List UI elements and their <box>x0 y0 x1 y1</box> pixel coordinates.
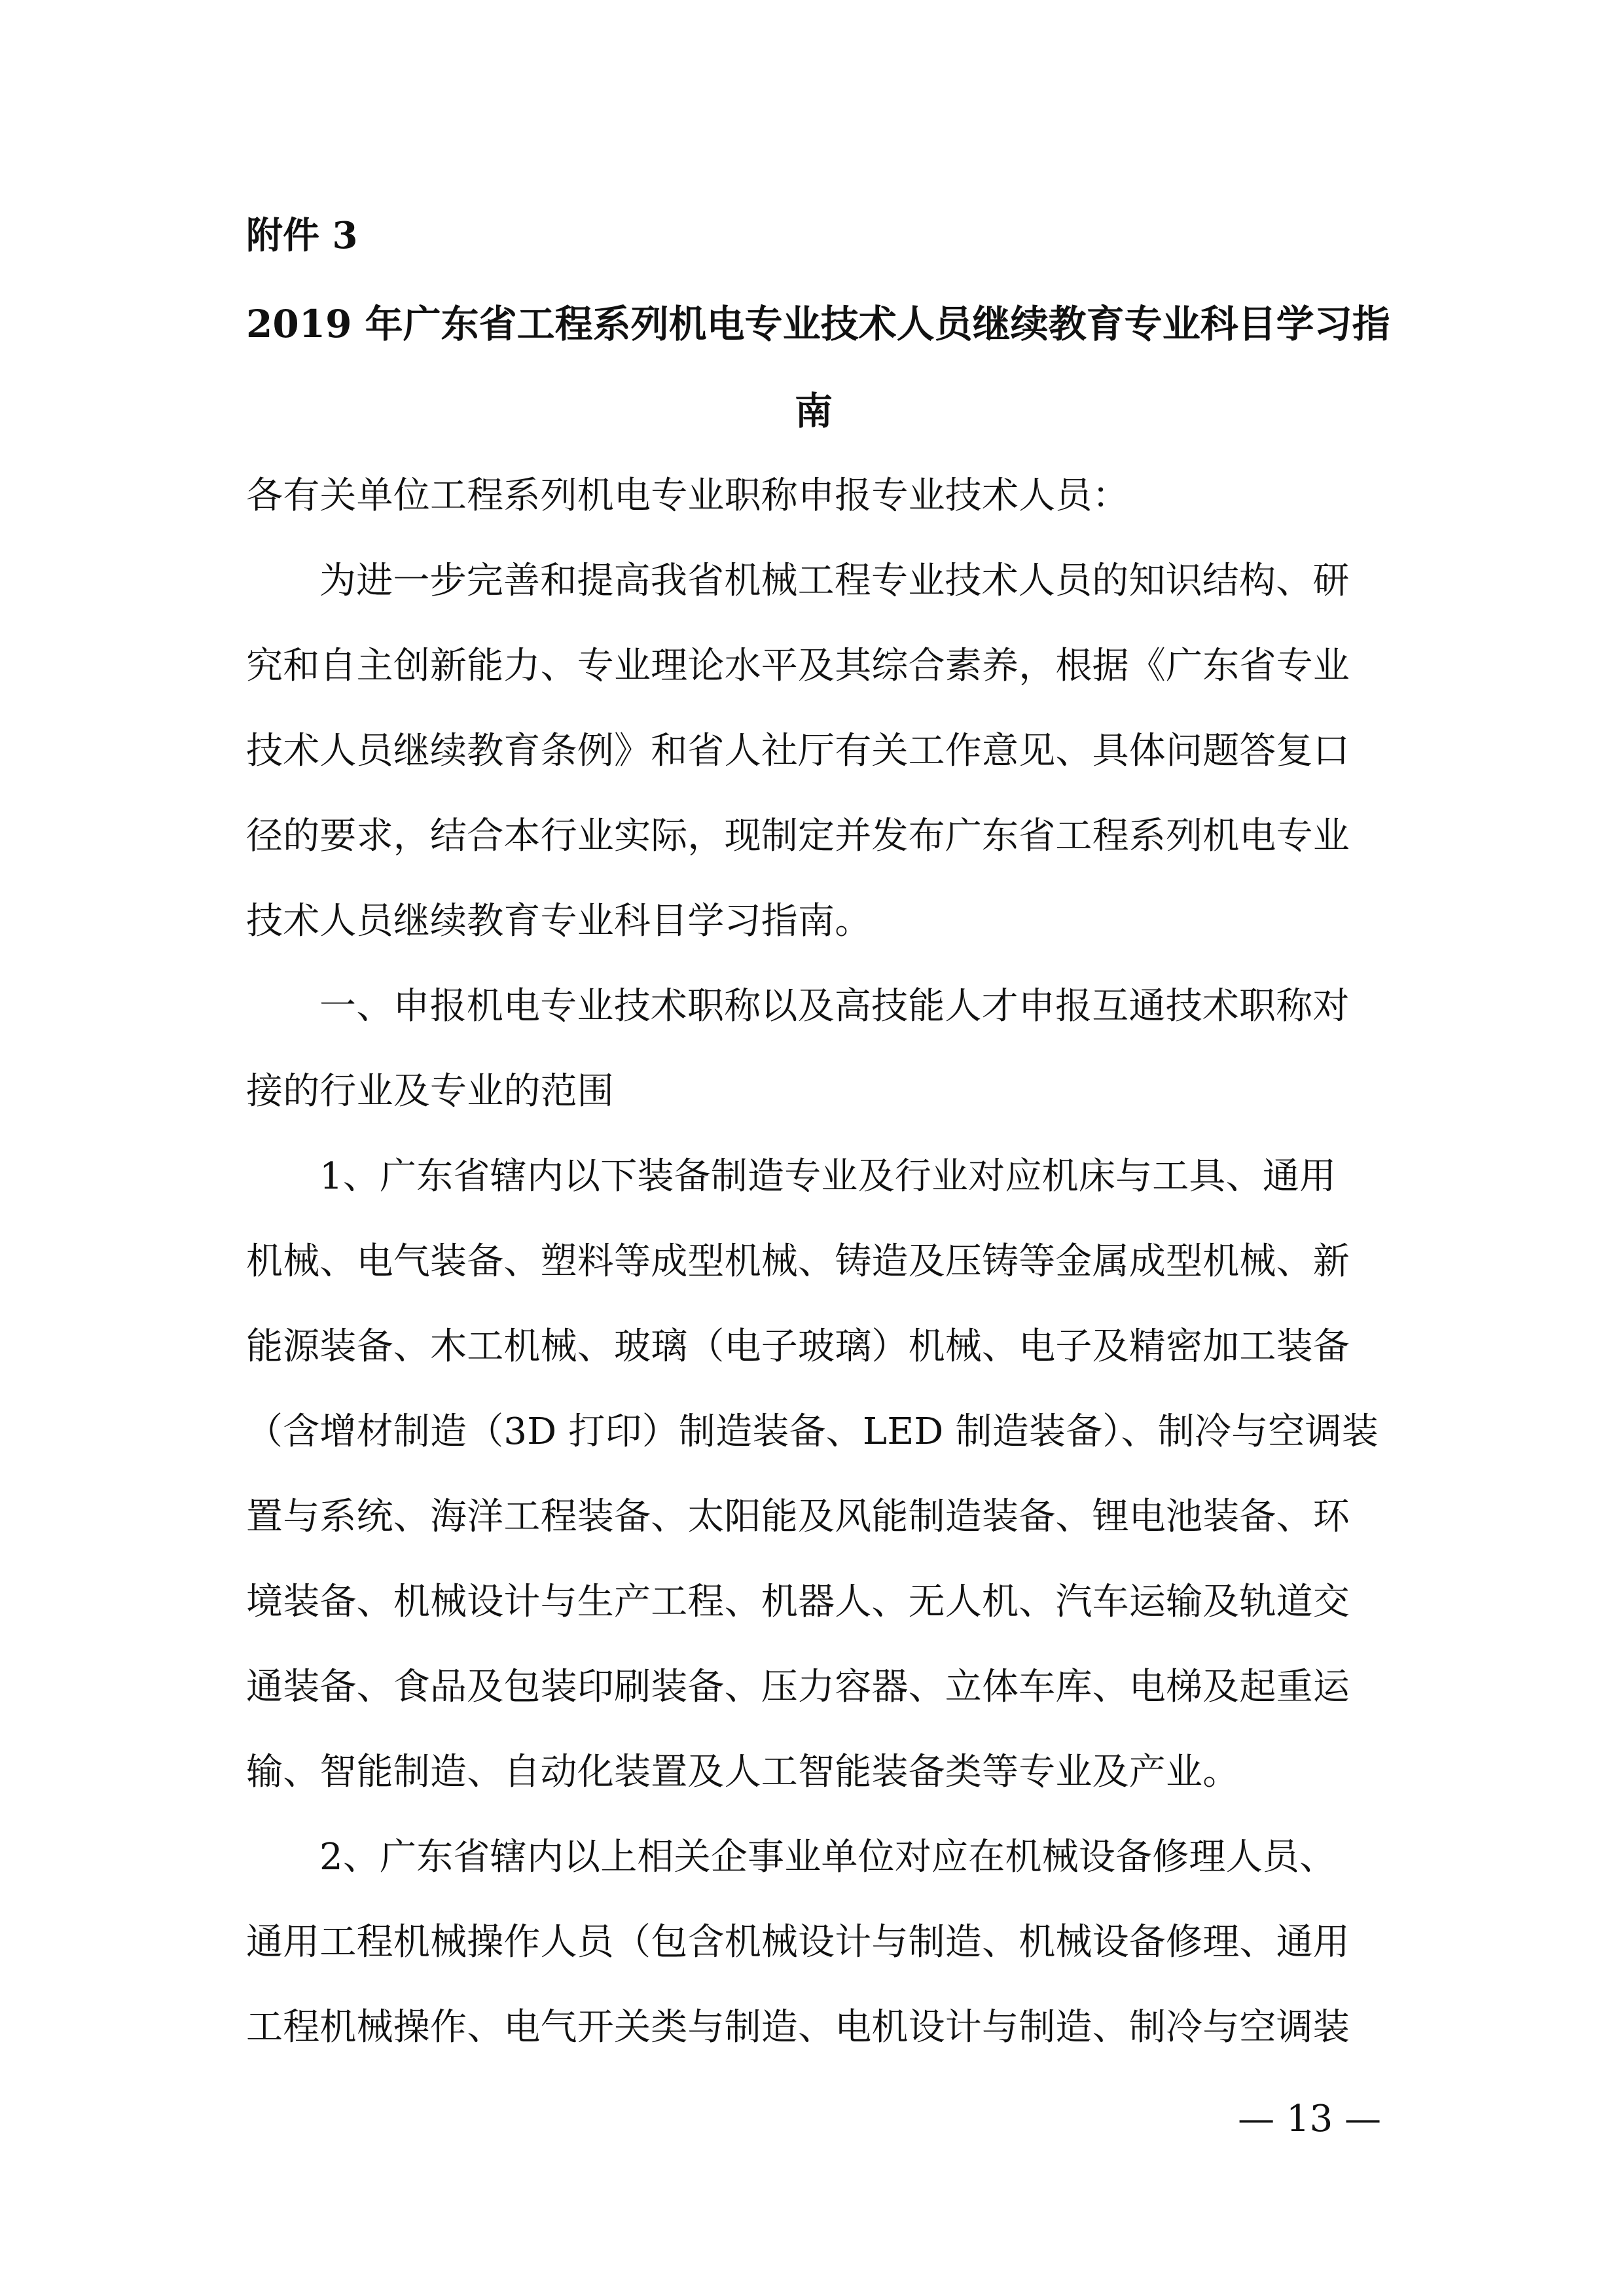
item-line: 工程机械操作、电气开关类与制造、电机设计与制造、制冷与空调装 <box>246 2006 1350 2049</box>
paragraph-line: 为进一步完善和提高我省机械工程专业技术人员的知识结构、研 <box>319 560 1350 602</box>
item-line: （含增材制造（3D 打印）制造装备、LED 制造装备）、制冷与空调装 <box>246 1410 1379 1453</box>
paragraph-line: 技术人员继续教育专业科目学习指南。 <box>246 900 872 942</box>
salutation: 各有关单位工程系列机电专业职称申报专业技术人员： <box>246 475 1129 517</box>
item-line: 置与系统、海洋工程装备、太阳能及风能制造装备、锂电池装备、环 <box>246 1496 1350 1538</box>
section-heading-line: 一、申报机电专业技术职称以及高技能人才申报互通技术职称对 <box>319 985 1350 1028</box>
item-line: 通装备、食品及包装印刷装备、压力容器、立体车库、电梯及起重运 <box>246 1666 1350 1708</box>
item-line: 境装备、机械设计与生产工程、机器人、无人机、汽车运输及轨道交 <box>246 1581 1350 1623</box>
paragraph-line: 技术人员继续教育条例》和省人社厅有关工作意见、具体问题答复口 <box>246 730 1350 772</box>
item-line: 2、广东省辖内以上相关企事业单位对应在机械设备修理人员、 <box>319 1836 1337 1878</box>
item-line: 能源装备、木工机械、玻璃（电子玻璃）机械、电子及精密加工装备 <box>246 1325 1350 1368</box>
paragraph-line: 究和自主创新能力、专业理论水平及其综合素养，根据《广东省专业 <box>246 645 1350 687</box>
document-title-line-1: 2019 年广东省工程系列机电专业技术人员继续教育专业科目学习指 <box>246 302 1390 346</box>
attachment-label: 附件 3 <box>246 214 358 257</box>
item-line: 通用工程机械操作人员（包含机械设计与制造、机械设备修理、通用 <box>246 1921 1350 1964</box>
item-line: 机械、电气装备、塑料等成型机械、铸造及压铸等金属成型机械、新 <box>246 1240 1350 1283</box>
page-number: — 13 — <box>1238 2098 1381 2140</box>
paragraph-line: 径的要求，结合本行业实际，现制定并发布广东省工程系列机电专业 <box>246 815 1350 857</box>
item-line: 输、智能制造、自动化装置及人工智能装备类等专业及产业。 <box>246 1751 1240 1793</box>
section-heading-line: 接的行业及专业的范围 <box>246 1070 614 1113</box>
document-title-line-2: 南 <box>794 389 833 433</box>
item-line: 1、广东省辖内以下装备制造专业及行业对应机床与工具、通用 <box>319 1155 1337 1198</box>
